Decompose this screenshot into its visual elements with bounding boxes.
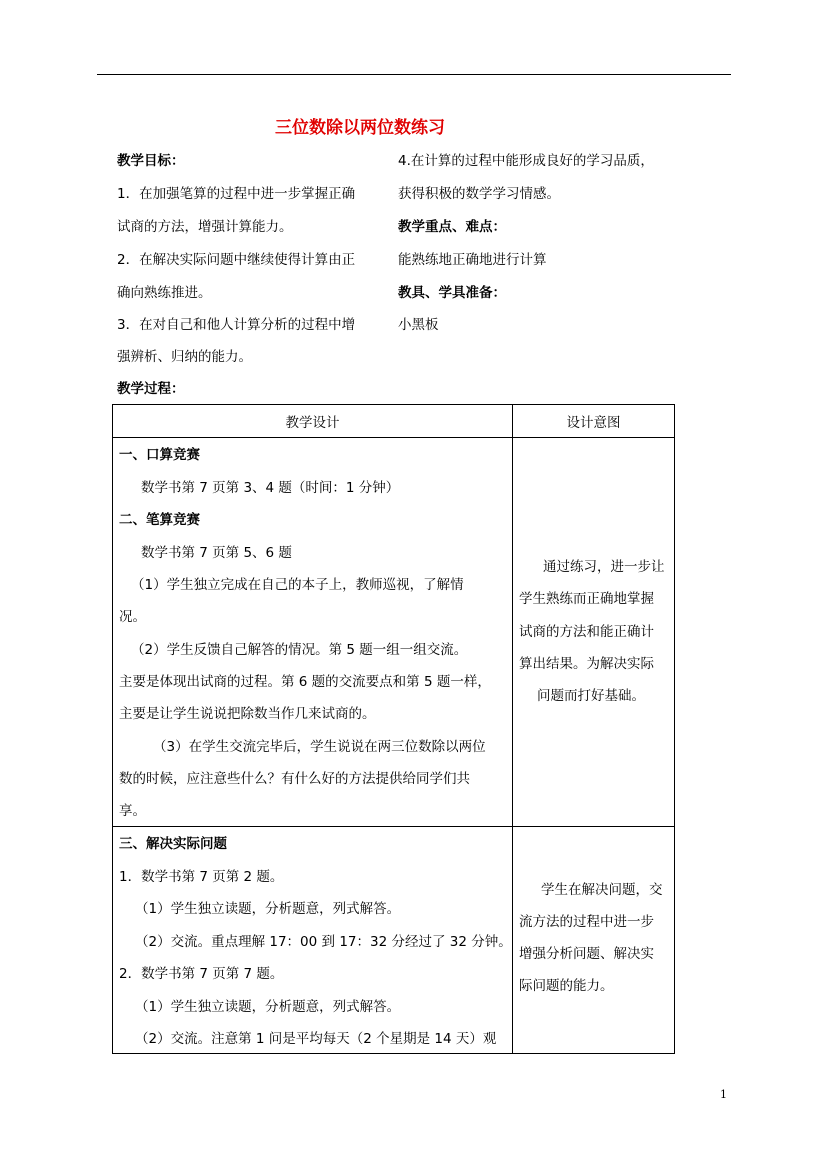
- design-line: 主要是让学生说说把除数当作几来试商的。: [119, 706, 376, 722]
- design-line: 享。: [119, 803, 146, 819]
- objective-right-line: 教学重点、难点：: [398, 219, 506, 235]
- objective-line: 2．在解决实际问题中继续使得计算由正: [117, 252, 356, 268]
- design-line: （3）在学生交流完毕后，学生说说在两三位数除以两位: [153, 739, 486, 755]
- intent-line: 通过练习，进一步让: [543, 559, 665, 575]
- table-row: [113, 827, 675, 1054]
- intent-line: 算出结果。为解决实际: [519, 656, 654, 672]
- design-line: （2）交流。注意第 1 问是平均每天（2 个星期是 14 天）观: [135, 1031, 497, 1047]
- table-header-row: [113, 405, 675, 438]
- design-line: 1．数学书第 7 页第 2 题。: [119, 869, 284, 885]
- objective-right-line: 获得积极的数学学习情感。: [398, 186, 560, 202]
- objective-line: 1．在加强笔算的过程中进一步掌握正确: [117, 186, 356, 202]
- process-label: 教学过程：: [117, 381, 185, 397]
- header-design: 教学设计: [113, 405, 513, 438]
- design-line: 数学书第 7 页第 5、6 题: [141, 545, 292, 561]
- objective-line: 3．在对自己和他人计算分析的过程中增: [117, 317, 356, 333]
- design-line: 主要是体现出试商的过程。第 6 题的交流要点和第 5 题一样，: [119, 674, 491, 690]
- design-line: （1）学生独立读题，分析题意，列式解答。: [135, 901, 401, 917]
- intent-line: 增强分析问题、解决实: [519, 946, 654, 962]
- objective-line: 教学目标：: [117, 153, 185, 169]
- intent-line: 试商的方法和能正确计: [519, 624, 654, 640]
- objective-right-line: 小黑板: [398, 317, 439, 333]
- objective-right-line: 4.在计算的过程中能形成良好的学习品质，: [398, 153, 654, 169]
- intent-line: 学生熟练而正确地掌握: [519, 591, 654, 607]
- design-line: 况。: [119, 609, 146, 625]
- design-line: 二、笔算竞赛: [119, 512, 200, 528]
- design-line: 三、解决实际问题: [119, 836, 227, 852]
- objective-line: 确向熟练推进。: [117, 285, 212, 301]
- design-line: 数的时候，应注意些什么？有什么好的方法提供给同学们共: [119, 771, 470, 787]
- design-line: （1）学生独立读题，分析题意，列式解答。: [135, 999, 401, 1015]
- objective-line: 强辨析、归纳的能力。: [117, 349, 252, 365]
- objective-line: 试商的方法，增强计算能力。: [117, 219, 293, 235]
- header-intent: 设计意图: [513, 405, 675, 438]
- intent-line: 际问题的能力。: [519, 978, 614, 994]
- design-line: 数学书第 7 页第 3、4 题（时间：1 分钟）: [141, 480, 400, 496]
- page-title: 三位数除以两位数练习: [275, 118, 445, 138]
- design-line: （2）交流。重点理解 17：00 到 17：32 分经过了 32 分钟。: [135, 934, 512, 950]
- design-line: 一、口算竞赛: [119, 447, 200, 463]
- table-row: [113, 438, 675, 827]
- objective-right-line: 能熟练地正确地进行计算: [398, 252, 547, 268]
- lesson-table: [112, 404, 675, 1054]
- intent-line: 学生在解决问题，交: [541, 882, 663, 898]
- intent-line: 流方法的过程中进一步: [519, 914, 654, 930]
- intent-line: 问题而打好基础。: [537, 688, 645, 704]
- objective-right-line: 教具、学具准备：: [398, 285, 506, 301]
- design-line: （2）学生反馈自己解答的情况。第 5 题一组一组交流。: [131, 642, 468, 658]
- header-rule: [97, 74, 731, 75]
- design-line: 2．数学书第 7 页第 7 题。: [119, 966, 284, 982]
- design-line: （1）学生独立完成在自己的本子上，教师巡视，了解情: [131, 577, 464, 593]
- page-number: 1: [720, 1088, 727, 1101]
